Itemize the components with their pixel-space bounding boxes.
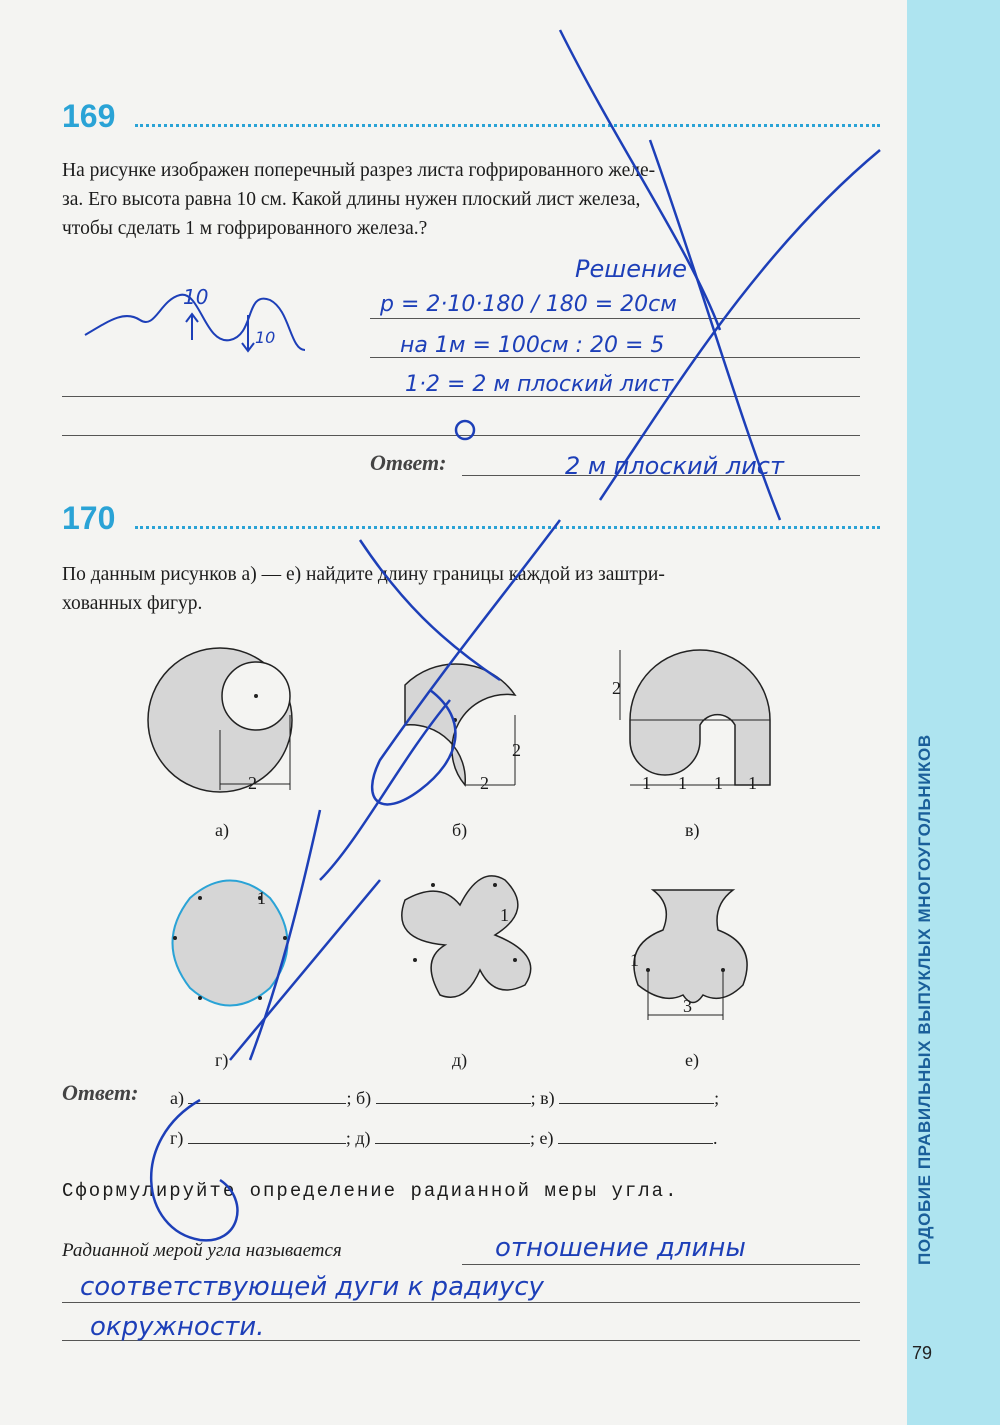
task-169-line: чтобы сделать 1 м гофрированного железа.? [62, 218, 428, 239]
dim-label: 3 [683, 996, 692, 1016]
definition-answer-1: отношение длины [495, 1233, 746, 1263]
task-170-number: 170 [62, 500, 116, 536]
answer-slot-label: а) [170, 1088, 184, 1108]
dim-label: 1 [500, 905, 509, 925]
figure-caption: б) [452, 820, 468, 840]
dim-label: 2 [248, 773, 257, 793]
definition-lead: Радианной мерой угла называется [62, 1240, 342, 1261]
figure-caption: в) [685, 820, 700, 840]
figure-caption: д) [452, 1050, 468, 1070]
chapter-title: ПОДОБИЕ ПРАВИЛЬНЫХ ВЫПУКЛЫХ МНОГОУГОЛЬНИКОВ [915, 734, 934, 1266]
dim-label: 1 [630, 950, 639, 970]
solution-heading: Решение [575, 255, 688, 283]
task-170-line: По данным рисунков а) — е) найдите длину границы каждой из заштри- [62, 564, 665, 585]
solution-line-1: p = 2·10·180 / 180 = 20см [380, 292, 677, 317]
dim-label: 1 [714, 773, 723, 793]
task-169-number: 169 [62, 98, 116, 134]
task-170-answer-label: Ответ: [62, 1080, 139, 1105]
answer-slot-label: ; е) [530, 1128, 554, 1148]
definition-prompt: Сформулируйте определение радианной меры угла. [62, 1180, 679, 1202]
dim-label: 2 [612, 678, 621, 698]
page-number: 79 [912, 1343, 933, 1363]
task-169-line: за. Его высота равна 10 см. Какой длины нужен плоский лист железа, [62, 189, 641, 210]
dim-label: 1 [748, 773, 757, 793]
dim-label: 2 [480, 773, 489, 793]
task-169-answer: 2 м плоский лист [565, 452, 784, 480]
dim-label: 1 [257, 888, 266, 908]
task-169-answer-label: Ответ: [370, 450, 447, 475]
dim-label: 2 [512, 740, 521, 760]
answer-slot-label: . [713, 1128, 718, 1148]
figure-caption: г) [215, 1050, 229, 1070]
solution-line-3: 1·2 = 2 м плоский лист [405, 372, 674, 397]
task-169-line: На рисунке изображен поперечный разрез листа гофрированного желе- [62, 160, 656, 181]
dim-label: 1 [642, 773, 651, 793]
answer-slot-label: ; д) [345, 1128, 371, 1148]
answer-slot-label: г) [170, 1128, 184, 1148]
answer-slot-label: ; в) [530, 1088, 555, 1108]
figure-caption: е) [685, 1050, 699, 1070]
task-170-line: хованных фигур. [62, 593, 203, 614]
sketch-label: 10 [183, 285, 209, 309]
answer-slot-label: ; б) [346, 1088, 372, 1108]
definition-answer-2: соответствующей дуги к радиусу [80, 1272, 544, 1302]
answer-slot-label: ; [714, 1088, 720, 1108]
definition-answer-3: окружности. [90, 1312, 265, 1342]
solution-line-2: на 1м = 100см : 20 = 5 [400, 333, 665, 358]
sketch-label: 10 [255, 328, 276, 347]
figure-caption: а) [215, 820, 229, 840]
dim-label: 1 [678, 773, 687, 793]
